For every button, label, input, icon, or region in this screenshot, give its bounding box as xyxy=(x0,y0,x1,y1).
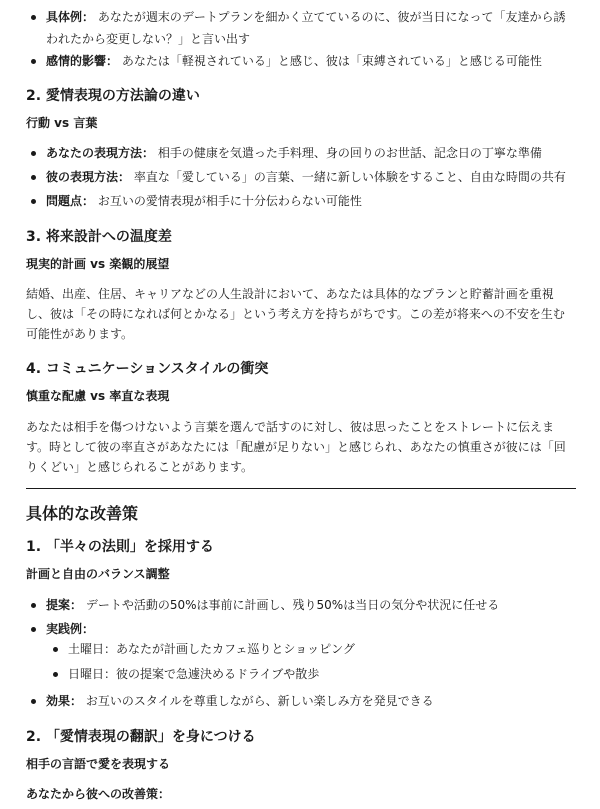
list-item-your-expression xyxy=(46,142,576,164)
section-3-subtitle: 現実的計画 vs 楽観的展望 xyxy=(26,257,170,271)
improvement-1-title: 1. 「半々の法則」を採用する xyxy=(26,539,214,555)
saturday-text: 土曜日：あなたが計画したカフェ巡りとショッピング xyxy=(68,642,355,656)
emotion-text: あなたは「軽視されている」と感じ、彼は「束縛されている」と感じる可能性 xyxy=(121,54,542,68)
problem-text: お互いの愛情表現が相手に十分伝わらない可能性 xyxy=(97,194,362,208)
his-expression-label: 彼の表現方法： xyxy=(46,170,131,184)
sub-list-item-saturday xyxy=(68,638,576,660)
bullet xyxy=(31,603,36,608)
effect-text: お互いのスタイルを尊重しながら、新しい楽しみ方を発見できる xyxy=(85,694,434,708)
list-item-effect xyxy=(46,690,576,712)
section-3-paragraph: 結婚、出産、住居、キャリアなどの人生設計において、あなたは具体的なプランと貯蓄計画を重視し、彼は「その時になれば何とかなる」という考え方を持ちがちです。この差が将来への不安を生む可能性があります。 xyxy=(26,287,565,341)
improvement-1-subtitle: 計画と自由のバランス調整 xyxy=(26,567,170,581)
improvement-heading: 具体的な改善策 xyxy=(26,504,139,523)
proposal-text: デートや活動の50%は事前に計画し、残り50%は当日の気分や状況に任せる xyxy=(85,598,500,612)
section-2-subtitle: 行動 vs 言葉 xyxy=(26,116,98,130)
bullet xyxy=(31,175,36,180)
practice-label: 実践例： xyxy=(46,622,95,636)
list-item-problem xyxy=(46,190,576,212)
bullet xyxy=(53,672,58,677)
section-4-subtitle: 慎重な配慮 vs 率直な表現 xyxy=(26,389,170,403)
improvement-2-title: 2. 「愛情表現の翻訳」を身につける xyxy=(26,729,256,745)
bullet xyxy=(31,699,36,704)
list-item-proposal xyxy=(46,594,576,616)
divider xyxy=(26,488,576,489)
emotion-label: 感情的影響： xyxy=(46,54,119,68)
improvement-2-subtitle: 相手の言語で愛を表現する xyxy=(26,757,171,771)
problem-label: 問題点： xyxy=(46,194,95,208)
bullet xyxy=(53,647,58,652)
example-text: あなたが週末のデートプランを細かく立てているのに、彼が当日になって「友達から誘われたから変更しない？」と言い出す xyxy=(46,10,566,46)
his-expression-text: 率直な「愛している」の言葉、一緒に新しい体験をすること、自由な時間の共有 xyxy=(133,170,566,184)
bullet xyxy=(31,151,36,156)
sunday-text: 日曜日：彼の提案で急遽決めるドライブや散歩 xyxy=(68,667,320,681)
your-expression-label: あなたの表現方法： xyxy=(46,146,155,160)
section-3-title: 3. 将来設計への温度差 xyxy=(26,229,172,245)
list-item-his-expression xyxy=(46,166,576,188)
list-item-example xyxy=(46,6,576,50)
sub-list-item-sunday xyxy=(68,663,576,685)
section-4-paragraph: あなたは相手を傷つけないよう言葉を選んで話すのに対し、彼は思ったことをストレートに伝えます。時として彼の率直さがあなたには「配慮が足りない」と感じられ、あなたの慎重さが彼には「回りくどい」と感じられることがあります。 xyxy=(26,420,566,474)
bullet xyxy=(31,59,36,64)
section-2-title: 2. 愛情表現の方法論の違い xyxy=(26,88,200,104)
bullet xyxy=(31,199,36,204)
example-label: 具体例： xyxy=(46,10,95,24)
bullet xyxy=(31,15,36,20)
improvement-2-label: あなたから彼への改善策： xyxy=(26,787,171,801)
your-expression-text: 相手の健康を気遣った手料理、身の回りのお世話、記念日の丁寧な準備 xyxy=(157,146,542,160)
list-item-emotion xyxy=(46,50,576,72)
bullet xyxy=(31,627,36,632)
list-item-practice xyxy=(46,618,576,640)
effect-label: 効果： xyxy=(46,694,83,708)
proposal-label: 提案： xyxy=(46,598,83,612)
section-4-title: 4. コミュニケーションスタイルの衝突 xyxy=(26,361,269,377)
